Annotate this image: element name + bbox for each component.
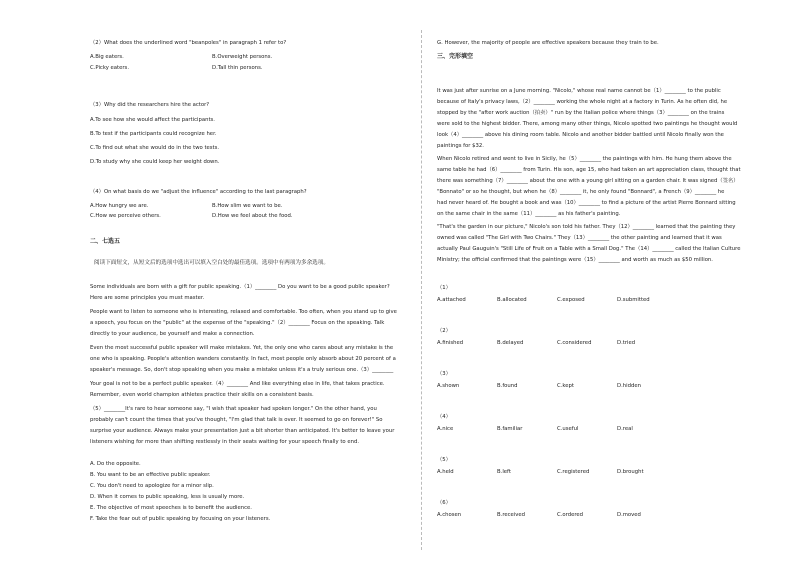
section-2-instruction: 阅读下面短文，从短文后的选项中选出可以填入空白处的最佳选项。选项中有两项为多余选项。 <box>94 260 329 266</box>
q2-option-a: A.Big eaters. <box>90 54 124 60</box>
section-3-heading: 三、完形填空 <box>437 53 474 60</box>
cloze-option: C.kept <box>557 383 574 389</box>
cloze-option: B.left <box>497 469 511 475</box>
cloze-option: A.chosen <box>437 512 462 518</box>
passage-line: Remember, even world champion athletes practice their skills on a consistent basis. <box>90 392 314 398</box>
cloze-option: A.shown <box>437 383 460 389</box>
cloze-passage-line: Ministry; the official confirmed that the paintings were（15）________ and worth as much as $50 million. <box>437 257 713 263</box>
cloze-question-number: （2） <box>437 328 451 334</box>
cloze-passage-line: there was something（7）________ about the one with a young girl sitting on a garden chair. It was signed（签名） <box>437 178 739 184</box>
q3-option-b: B.To test if the participants could recognize her. <box>90 131 217 137</box>
passage-line: People want to listen to someone who is interesting, relaxed and comfortable. Too often, when you stand up to give <box>90 309 397 315</box>
q3-option-a: A.To see how she would affect the participants. <box>90 117 215 123</box>
cloze-option: B.familiar <box>497 426 523 432</box>
cloze-option: C.registered <box>557 469 590 475</box>
passage-line: a speech, you focus on the "public" at the expense of the "speaking."（2）________ Focus on the speaking. Talk <box>90 320 385 326</box>
section-2-heading: 二、七选五 <box>90 238 121 245</box>
cloze-question-number: （5） <box>437 457 451 463</box>
choice-a: A. Do the opposite. <box>90 461 141 467</box>
cloze-option: D.submitted <box>617 297 650 303</box>
cloze-passage-line: owned was called "The Girl with Two Chairs." They（13）________ the other painting and learned that it was <box>437 235 722 241</box>
choice-e: E. The objective of most speeches is to benefit the audience. <box>90 505 252 511</box>
cloze-passage-line: stopped by the "after work auction（拍卖）" run by the Italian police where things（3）________ on the trains <box>437 110 725 116</box>
cloze-passage-line: "That's the garden in our picture," Nicolo's son told his father. They（12）________ learned that the painting they <box>437 224 736 230</box>
q4-option-b: B.How slim we want to be. <box>212 203 283 209</box>
passage-line: listeners wishing for more than shifting restlessly in their seats waiting for your speech finally to end. <box>90 439 360 445</box>
column-divider <box>421 30 422 550</box>
cloze-option: D.hidden <box>617 383 641 389</box>
cloze-option: C.ordered <box>557 512 584 518</box>
choice-d: D. When it comes to public speaking, less is usually more. <box>90 494 245 500</box>
passage-line: probably can't count the times that you've thought, "I'm glad that talk is over. It seemed to go on forever!" So <box>90 417 383 423</box>
q3-option-c: C.To find out what she would do in the two tests. <box>90 145 220 151</box>
cloze-passage-line: paintings for $32. <box>437 143 484 149</box>
q4-option-d: D.How we feel about the food. <box>212 213 293 219</box>
cloze-option: C.considered <box>557 340 592 346</box>
passage-line: directly to your audience, be yourself and make a connection. <box>90 331 255 337</box>
q4-option-c: C.How we perceive others. <box>90 213 161 219</box>
passage-line: one who is speaking. People's attention wanders constantly. In fact, most people only absorb about 20 percent of a <box>90 356 396 362</box>
q4-option-a: A.How hungry we are. <box>90 203 149 209</box>
q2-option-c: C.Picky eaters. <box>90 65 130 71</box>
cloze-option: D.real <box>617 426 633 432</box>
cloze-passage-line: When Nicolo retired and went to live in Sicily, he（5）________ the paintings with him. He hung them above the <box>437 156 732 162</box>
choice-f: F. Take the fear out of public speaking by focusing on your listeners. <box>90 516 271 522</box>
cloze-passage-line: "Bonnato" or so he thought, but when he（8）________ it, he only found "Bonnard", a French（9）________ he <box>437 189 725 195</box>
question-3-stem: （3）Why did the researchers hire the actor? <box>90 102 210 108</box>
cloze-question-number: （1） <box>437 285 451 291</box>
cloze-passage-line: actually Paul Gauguin's "Still Life of Fruit on a Table with a Small Dog." The（14）________ called the Italian Culture <box>437 246 741 252</box>
passage-line: Some individuals are born with a gift for public speaking.（1）________ Do you want to be a good public speaker? <box>90 284 390 290</box>
cloze-option: D.tried <box>617 340 636 346</box>
cloze-option: A.attached <box>437 297 466 303</box>
choice-c: C. You don't need to apologize for a minor slip. <box>90 483 214 489</box>
cloze-passage-line: were sold to the highest bidder. There, among many other things, Nicolo spotted two paintings he thought would <box>437 121 738 127</box>
choice-b: B. You want to be an effective public speaker. <box>90 472 211 478</box>
cloze-option: B.delayed <box>497 340 524 346</box>
cloze-option: B.received <box>497 512 526 518</box>
cloze-option: D.moved <box>617 512 641 518</box>
cloze-passage-line: same table he had（6）________ from Turin. His son, age 15, who had taken an art appreciation class, thought that <box>437 167 741 173</box>
passage-line: speaker's message. So, don't stop speaking when you make a mistake unless it's a truly serious one.（3）________ <box>90 367 394 373</box>
cloze-option: D.brought <box>617 469 644 475</box>
cloze-option: A.finished <box>437 340 464 346</box>
cloze-question-number: （4） <box>437 414 451 420</box>
cloze-passage-line: It was just after sunrise on a June morning. "Nicolo," whose real name cannot be（1）________ to the public <box>437 88 721 94</box>
cloze-option: C.useful <box>557 426 579 432</box>
passage-line: Your goal is not to be a perfect public speaker.（4）________ And like everything else in life, that takes practice. <box>90 381 385 387</box>
choice-g: G. However, the majority of people are effective speakers because they train to be. <box>437 40 659 46</box>
q2-option-b: B.Overweight persons. <box>212 54 273 60</box>
passage-line: surprise your audience. Always make your presentation just a bit shorter than anticipated. It's better to leave your <box>90 428 395 434</box>
cloze-option: B.found <box>497 383 518 389</box>
passage-line: Even the most successful public speaker will make mistakes. Yet, the only one who cares about any mistake is the <box>90 345 394 351</box>
passage-line: （5）________It's rare to hear someone say, "I wish that speaker had spoken longer." On the other hand, you <box>90 406 377 412</box>
cloze-passage-line: on the same chair in the same（11）________ as his father's painting. <box>437 211 621 217</box>
passage-line: Here are some principles you must master. <box>90 295 205 301</box>
cloze-option: A.nice <box>437 426 454 432</box>
question-2-stem: （2）What does the underlined word "beanpoles" in paragraph 1 refer to? <box>90 40 287 46</box>
question-4-stem: （4）On what basis do we "adjust the influence" according to the last paragraph? <box>90 189 307 195</box>
cloze-question-number: （3） <box>437 371 451 377</box>
cloze-passage-line: had never heard of. He bought a book and was（10）________ to find a picture of the artist Pierre Bonnard sitting <box>437 200 736 206</box>
q3-option-d: D.To study why she could keep her weight down. <box>90 159 220 165</box>
cloze-passage-line: because of Italy's privacy laws,（2）________ working the whole night at a factory in Turin. As he often did, he <box>437 99 728 105</box>
q2-option-d: D.Tall thin persons. <box>212 65 263 71</box>
cloze-option: A.held <box>437 469 454 475</box>
cloze-passage-line: look（4）________ above his dining room table. Nicolo and another bidder battled until Nicolo finally won the <box>437 132 724 138</box>
cloze-option: B.allocated <box>497 297 527 303</box>
cloze-question-number: （6） <box>437 500 451 506</box>
cloze-option: C.exposed <box>557 297 585 303</box>
